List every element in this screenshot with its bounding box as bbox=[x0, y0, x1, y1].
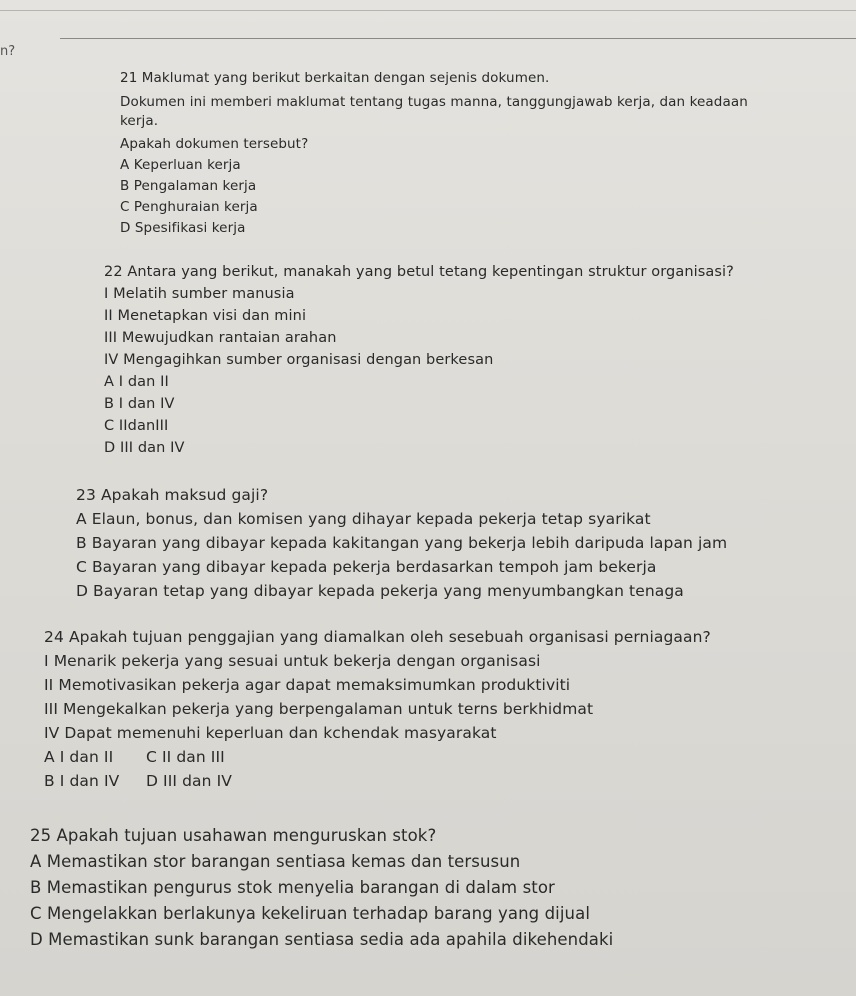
q24-statement: IV Dapat memenuhi keperluan dan kchendak masyarakat bbox=[44, 724, 497, 742]
q22-statement: II Menetapkan visi dan mini bbox=[104, 308, 307, 324]
q22-option: C IIdanIII bbox=[104, 418, 169, 434]
q22-statement: IV Mengagihkan sumber organisasi dengan berkesan bbox=[104, 352, 494, 368]
q25-option: A Memastikan stor barangan sentiasa kemas dan tersusun bbox=[30, 852, 521, 871]
q24-option: D III dan IV bbox=[146, 772, 232, 790]
q21-option: A Keperluan kerja bbox=[120, 157, 241, 173]
q24-option: C II dan III bbox=[146, 748, 225, 766]
q21-question: 21 Maklumat yang berikut berkaitan dengan sejenis dokumen. bbox=[120, 70, 550, 86]
q24-option: B I dan IV bbox=[44, 772, 120, 790]
q23-option: C Bayaran yang dibayar kepada pekerja berdasarkan tempoh jam bekerja bbox=[76, 558, 657, 576]
q22-statement: III Mewujudkan rantaian arahan bbox=[104, 330, 337, 346]
q24-question: 24 Apakah tujuan penggajian yang diamalkan oleh sesebuah organisasi perniagaan? bbox=[44, 628, 711, 646]
q23-option: B Bayaran yang dibayar kepada kakitangan yang bekerja lebih daripuda lapan jam bbox=[76, 534, 728, 552]
q22-option: A I dan II bbox=[104, 374, 169, 390]
q22-statement: I Melatih sumber manusia bbox=[104, 286, 295, 302]
page-edge-line bbox=[0, 10, 856, 11]
q21-stem-line: Dokumen ini memberi maklumat tentang tugas manna, tanggungjawab kerja, dan keadaan bbox=[120, 94, 748, 110]
q23-question: 23 Apakah maksud gaji? bbox=[76, 486, 269, 504]
q22-option: D III dan IV bbox=[104, 440, 185, 456]
q21-option: D Spesifikasi kerja bbox=[120, 220, 246, 236]
q23-option: A Elaun, bonus, dan komisen yang dihayar kepada pekerja tetap syarikat bbox=[76, 510, 651, 528]
header-divider bbox=[60, 38, 856, 39]
q24-statement: I Menarik pekerja yang sesuai untuk bekerja dengan organisasi bbox=[44, 652, 541, 670]
q21-option: B Pengalaman kerja bbox=[120, 178, 257, 194]
q22-question: 22 Antara yang berikut, manakah yang betul tetang kepentingan struktur organisasi? bbox=[104, 264, 734, 280]
q23-option: D Bayaran tetap yang dibayar kepada pekerja yang menyumbangkan tenaga bbox=[76, 582, 684, 600]
q24-statement: II Memotivasikan pekerja agar dapat memaksimumkan produktiviti bbox=[44, 676, 571, 694]
q25-option: C Mengelakkan berlakunya kekeliruan terhadap barang yang dijual bbox=[30, 904, 591, 923]
q25-option: D Memastikan sunk barangan sentiasa sedia ada apahila dikehendaki bbox=[30, 930, 614, 949]
q24-statement: III Mengekalkan pekerja yang berpengalaman untuk terns berkhidmat bbox=[44, 700, 594, 718]
q25-question: 25 Apakah tujuan usahawan menguruskan stok? bbox=[30, 826, 437, 845]
q24-option: A I dan II bbox=[44, 748, 114, 766]
previous-question-fragment: n? bbox=[0, 44, 16, 59]
q25-option: B Memastikan pengurus stok menyelia barangan di dalam stor bbox=[30, 878, 555, 897]
q21-stem-line: kerja. bbox=[120, 113, 159, 129]
q22-option: B I dan IV bbox=[104, 396, 175, 412]
q21-option: C Penghuraian kerja bbox=[120, 199, 258, 215]
q21-prompt: Apakah dokumen tersebut? bbox=[120, 136, 309, 152]
